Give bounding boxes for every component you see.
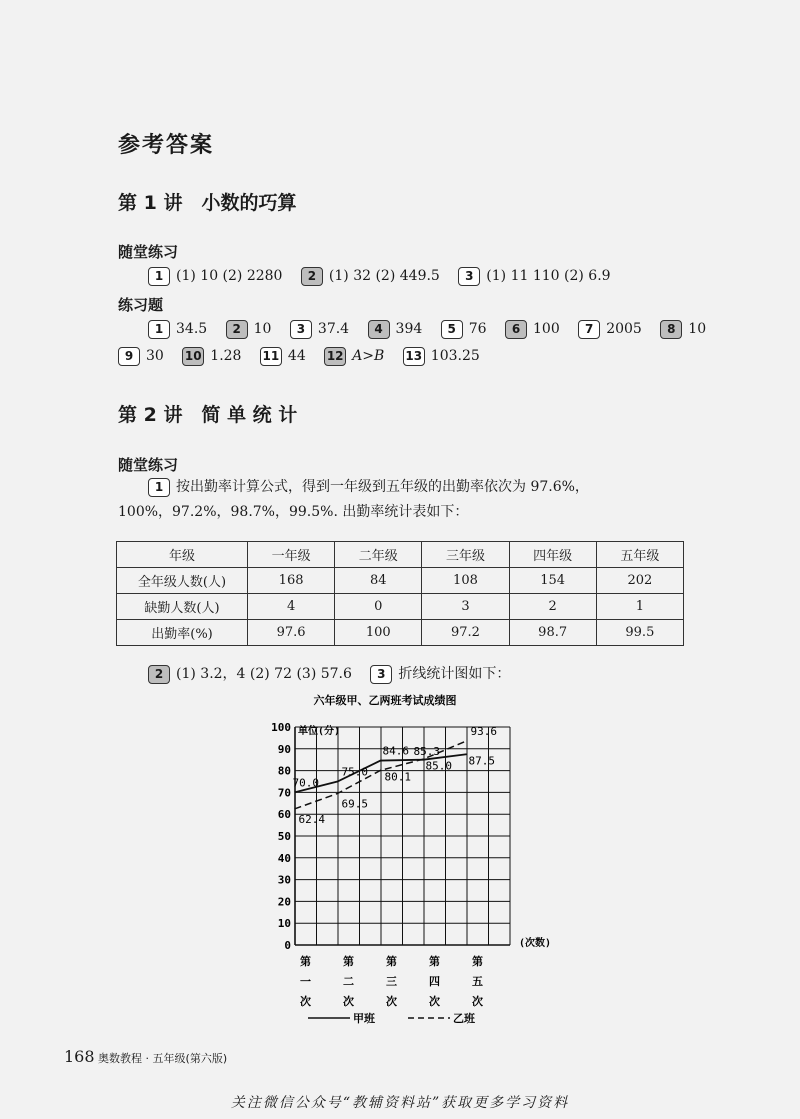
table-cell: 0 xyxy=(335,594,422,620)
answer-text: (1) 3.2，4 (2) 72 (3) 57.6 xyxy=(176,666,352,682)
answer-text: 10 xyxy=(253,321,272,337)
table-cell: 168 xyxy=(248,568,335,594)
question-number: 1 xyxy=(148,320,170,339)
table-header-cell: 四年级 xyxy=(509,542,596,568)
table-header-cell: 二年级 xyxy=(335,542,422,568)
table-cell: 3 xyxy=(422,594,509,620)
q1-text-line1: 按出勤率计算公式，得到一年级到五年级的出勤率依次为 97.6%， xyxy=(176,479,589,495)
question-number: 1 xyxy=(148,478,170,497)
y-tick-label: 20 xyxy=(277,895,291,909)
lecture1-heading: 第 1 讲 小数的巧算 xyxy=(118,192,297,214)
question-number: 2 xyxy=(226,320,248,339)
table-cell: 出勤率(%) xyxy=(117,620,248,646)
x-tick-label: 第四次 xyxy=(429,955,440,1008)
x-tick-label: 第三次 xyxy=(386,955,397,1008)
question-number: 2 xyxy=(301,267,323,286)
table-row xyxy=(117,594,684,620)
data-label: 75.0 xyxy=(341,765,368,779)
y-tick-label: 40 xyxy=(277,851,291,865)
data-label: 85.0 xyxy=(425,759,452,773)
table-cell: 202 xyxy=(596,568,683,594)
legend-label-jia: 甲班 xyxy=(353,1012,375,1025)
question-number: 8 xyxy=(660,320,682,339)
y-tick-label: 100 xyxy=(271,721,291,734)
question-number: 11 xyxy=(260,347,282,366)
q1-text-line2: 100%，97.2%，98.7%，99.5%. 出勤率统计表如下： xyxy=(118,504,469,520)
data-label: 70.0 xyxy=(292,776,319,790)
question-number: 4 xyxy=(368,320,390,339)
answer-text: 2005 xyxy=(606,321,642,337)
table-header-cell: 三年级 xyxy=(422,542,509,568)
legend-label-yi: 乙班 xyxy=(453,1012,475,1025)
data-label: 62.4 xyxy=(298,812,325,826)
table-cell: 97.2 xyxy=(422,620,509,646)
answer-text: 10 xyxy=(688,321,707,337)
answer-text: 34.5 xyxy=(176,321,208,337)
table-header-row xyxy=(117,542,684,568)
question-number: 1 xyxy=(148,267,170,286)
table-cell: 2 xyxy=(509,594,596,620)
question-number: 6 xyxy=(505,320,527,339)
chart-data-labels xyxy=(293,725,498,826)
lecture1-practice-label: 随堂练习 xyxy=(118,243,179,261)
table-cell: 1 xyxy=(596,594,683,620)
y-tick-label: 30 xyxy=(277,873,291,887)
table-cell: 缺勤人数(人) xyxy=(117,594,248,620)
answer-text: (1) 10 (2) 2280 xyxy=(176,268,283,284)
y-tick-label: 0 xyxy=(284,939,291,952)
data-label: 84.6 xyxy=(382,744,409,758)
y-tick-label: 50 xyxy=(277,830,291,843)
table-cell: 154 xyxy=(509,568,596,594)
question-number: 9 xyxy=(118,347,140,366)
chart-legend xyxy=(308,1011,476,1025)
table-cell: 99.5 xyxy=(596,620,683,646)
data-label: 69.5 xyxy=(341,797,368,811)
question-number: 5 xyxy=(441,320,463,339)
table-cell: 全年级人数(人) xyxy=(117,568,248,594)
x-tick-label: 第一次 xyxy=(300,955,311,1008)
chart-x-ticks xyxy=(300,954,483,1008)
score-line-chart xyxy=(240,690,570,1030)
x-tick-label: 第五次 xyxy=(472,955,483,1008)
question-number: 7 xyxy=(578,320,600,339)
answer-text: A>B xyxy=(352,348,385,364)
answer-text: 1.28 xyxy=(210,348,242,364)
data-label: 87.5 xyxy=(468,754,495,768)
answer-text: (1) 11 110 (2) 6.9 xyxy=(486,268,611,284)
lecture1-practice-answers xyxy=(148,266,611,286)
lecture2-q2-q3 xyxy=(148,664,510,684)
lecture1-exercises-row1 xyxy=(148,319,706,339)
table-cell: 100 xyxy=(335,620,422,646)
lecture1-exercises-label: 练习题 xyxy=(118,296,164,314)
lecture1-exercises-row2 xyxy=(118,346,480,366)
table-cell: 97.6 xyxy=(248,620,335,646)
question-number: 10 xyxy=(182,347,204,366)
page-number: 168 xyxy=(64,1047,95,1066)
y-tick-label: 80 xyxy=(277,764,291,778)
question-number: 2 xyxy=(148,665,170,684)
y-tick-label: 10 xyxy=(277,917,291,931)
question-number: 13 xyxy=(403,347,425,366)
table-cell: 84 xyxy=(335,568,422,594)
y-tick-label: 90 xyxy=(277,742,291,756)
data-label: 85.3 xyxy=(413,745,440,759)
page-title: 参考答案 xyxy=(118,133,215,158)
lecture2-q1 xyxy=(118,475,688,525)
lecture2-heading: 第 2 讲 简 单 统 计 xyxy=(118,404,298,426)
answer-text: 394 xyxy=(395,321,423,337)
book-title: 奥数教程 · 五年级(第六版) xyxy=(98,1052,228,1065)
y-tick-label: 60 xyxy=(277,808,291,822)
answer-text: 44 xyxy=(287,348,306,364)
table-row xyxy=(117,568,684,594)
answer-text: 103.25 xyxy=(430,348,480,364)
lecture2-practice-label: 随堂练习 xyxy=(118,456,179,474)
chart-y-unit: 单位(分) xyxy=(298,726,341,737)
question-number: 3 xyxy=(370,665,392,684)
question-number: 3 xyxy=(458,267,480,286)
answer-text: 折线统计图如下： xyxy=(398,666,511,682)
promo-banner: 关注微信公众号“教辅资料站”获取更多学习资料 xyxy=(230,1095,570,1111)
answer-text: 100 xyxy=(533,321,560,337)
table-cell: 4 xyxy=(248,594,335,620)
answer-text: (1) 32 (2) 449.5 xyxy=(328,268,440,284)
page-footer xyxy=(64,1047,227,1066)
answer-text: 76 xyxy=(468,321,487,337)
data-label: 80.1 xyxy=(384,770,411,784)
table-header-cell: 五年级 xyxy=(596,542,683,568)
question-number: 12 xyxy=(324,347,346,366)
chart-x-unit: (次数) xyxy=(519,938,552,949)
table-cell: 108 xyxy=(422,568,509,594)
table-row xyxy=(117,620,684,646)
y-tick-label: 70 xyxy=(277,786,291,800)
answer-text: 37.4 xyxy=(317,321,350,337)
attendance-table xyxy=(116,541,684,646)
chart-y-ticks xyxy=(271,721,291,952)
x-tick-label: 第二次 xyxy=(343,955,354,1008)
chart-title: 六年级甲、乙两班考试成绩图 xyxy=(313,694,457,707)
table-header-cell: 一年级 xyxy=(248,542,335,568)
table-header-cell: 年级 xyxy=(117,542,248,568)
data-label: 93.6 xyxy=(470,724,497,738)
answer-text: 30 xyxy=(146,348,164,364)
question-number: 3 xyxy=(290,320,312,339)
table-cell: 98.7 xyxy=(509,620,596,646)
